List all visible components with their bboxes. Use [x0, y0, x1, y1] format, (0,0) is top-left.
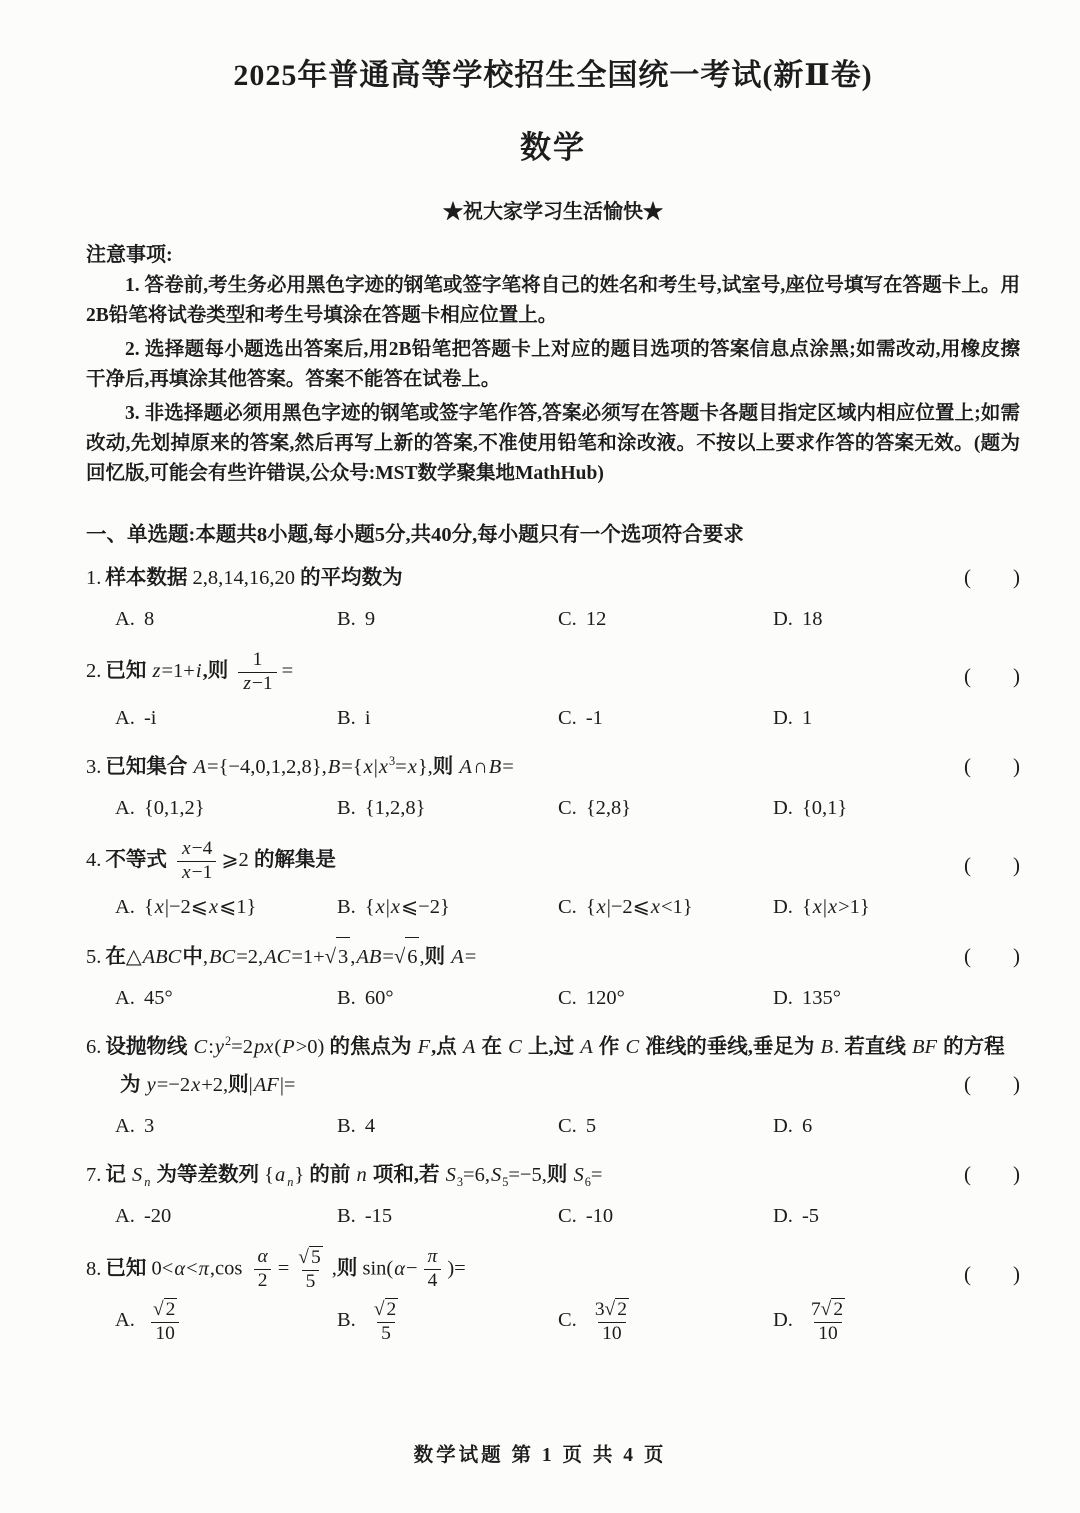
option-label: C. — [558, 1309, 577, 1332]
question-2-options — [86, 700, 1020, 736]
question-5-option-D: D. 135° — [773, 986, 841, 1009]
option-label: A. — [115, 1114, 135, 1137]
question-2 — [86, 649, 1020, 736]
question-2-stem: 2. 已知 z=1+i,则 1 z −1 = ( ) — [86, 649, 1020, 694]
option-label: B. — [337, 706, 356, 729]
answer-bracket: ( ) — [964, 753, 1020, 778]
section-title: 一、单选题:本题共8小题,每小题5分,共40分,每小题只有一个选项符合要求 — [86, 524, 744, 546]
question-3-option-D: D. {0,1} — [773, 796, 848, 819]
question-number: 4. — [86, 849, 102, 872]
option-label: A. — [115, 895, 135, 918]
question-6-stem: 6. 设抛物线 $C:y^2=2px(P>0)$ 的焦点为 F,点 A 在 C 上,过 A 作 C 准线的垂线,垂足为 B. 若直线 BF 的方程为 y=−2x+2,则|AF|= ( ) — [86, 1028, 1020, 1104]
question-2-option-C: C. -1 — [558, 706, 603, 729]
option-label: A. — [115, 986, 135, 1009]
option-label: B. — [337, 608, 356, 630]
note-item-2: 2. 选择题每小题选出答案后,用2B铅笔把答题卡上对应的题目选项的答案信息点涂黑;如需改动,用橡皮擦干净后,再填涂其他答案。答案不能答在试卷上。 — [86, 339, 1020, 390]
question-number: 6. — [86, 1035, 102, 1058]
question-2-option-A: A. -i — [115, 706, 157, 729]
question-number: 1. — [86, 567, 102, 589]
question-4 — [86, 838, 1020, 925]
question-1-option-D: D. 18 — [773, 608, 823, 630]
question-8-option-B — [337, 1298, 558, 1346]
question-6 — [86, 1028, 1020, 1144]
sqrt-radical: √ 5 — [298, 1246, 321, 1268]
fraction: $\frac{\alpha}{2}$ — [253, 1246, 273, 1293]
question-6-options — [86, 1108, 1020, 1144]
question-7-option-D: D. -5 — [773, 1204, 820, 1227]
option-label: A. — [115, 796, 135, 819]
fraction: √ 2 5 — [373, 1298, 397, 1344]
option-label: A. — [115, 608, 135, 630]
question-8 — [86, 1246, 1020, 1346]
question-1-options — [86, 601, 1020, 637]
answer-bracket: ( ) — [964, 852, 1020, 877]
page-footer: 数学试题 第 1 页 共 4 页 — [413, 1445, 667, 1466]
question-number: 8. — [86, 1257, 102, 1280]
question-5-option-A: A. 45° — [115, 986, 173, 1009]
option-label: B. — [337, 1204, 356, 1227]
question-8-option-C — [558, 1298, 773, 1346]
question-5-options — [86, 980, 1020, 1016]
question-number: 2. — [86, 660, 102, 683]
option-label: D. — [773, 1309, 793, 1332]
question-number: 7. — [86, 1163, 102, 1186]
option-label: B. — [337, 796, 356, 819]
question-7-option-B: B. -15 — [337, 1204, 393, 1227]
sqrt-radical: √ 2 — [373, 1298, 397, 1320]
question-6-option-A: A. 3 — [115, 1114, 155, 1137]
question-8-option-D — [773, 1298, 1020, 1346]
fraction: $\frac{\pi}{4}$ — [423, 1246, 443, 1293]
answer-bracket: ( ) — [964, 663, 1020, 688]
answer-bracket: ( ) — [964, 943, 1020, 968]
question-4-option-B: B. {x|x⩽−2} — [337, 895, 450, 918]
question-3-option-C: C. {2,8} — [558, 796, 632, 819]
option-label: A. — [115, 1309, 135, 1332]
question-5 — [86, 937, 1020, 1016]
notes-label: 注意事项: — [86, 244, 173, 266]
sqrt-radical: √ 6 — [394, 937, 420, 976]
question-1-option-C: C. 12 — [558, 608, 607, 630]
question-2-option-D: D. 1 — [773, 706, 813, 729]
question-6-option-D: D. 6 — [773, 1114, 813, 1137]
question-3-option-B: B. {1,2,8} — [337, 796, 426, 819]
question-5-stem: 5. 在△ABC中,BC=2,AC=1+ √ 3 ,AB= √ 6 ,则 A= ( ) — [86, 937, 1020, 976]
option-label: C. — [558, 706, 577, 729]
fraction: √ 5 5 — [298, 1246, 321, 1292]
option-label: B. — [337, 895, 356, 918]
option-label: C. — [558, 895, 577, 918]
question-1-option-B: B. 9 — [337, 608, 376, 630]
sqrt-radical: √ 2 — [820, 1298, 844, 1320]
option-label: D. — [773, 895, 793, 918]
question-8-stem: 8. 已知 0<α<π,cos $\frac{\alpha}{2}$ = √ 5 5 ,则 sin(α− $\frac{\pi}{4}$ )= ( ) — [86, 1246, 1020, 1292]
answer-bracket: ( ) — [964, 1161, 1020, 1186]
fraction: x −4 x −1 — [177, 838, 216, 885]
question-4-option-D: D. {x|x>1} — [773, 895, 870, 918]
question-7-stem: 7. 记 S $_n$ 为等差数列 {a $_n$} 的前 n 项和,若 $S_3=6,S_5=-5$,则 $S_6=$ ( ) — [86, 1156, 1020, 1194]
answer-bracket: ( ) — [964, 1071, 1020, 1096]
fraction: √ 2 10 — [149, 1298, 181, 1346]
question-4-options — [86, 889, 1020, 925]
question-4-stem: 4. 不等式 x −4 x −1 ⩾2 的解集是 ( ) — [86, 837, 1020, 883]
question-8-options — [86, 1298, 1020, 1346]
option-label: A. — [115, 706, 135, 729]
question-6-option-C: C. 5 — [558, 1114, 597, 1137]
question-2-option-B: B. i — [337, 706, 371, 729]
option-label: C. — [558, 986, 577, 1009]
exam-subject: 数学 — [520, 130, 586, 165]
exam-title: 2025年普通高等学校招生全国统一考试(新Ⅱ卷) — [233, 59, 873, 92]
sqrt-radical: √ 2 — [604, 1298, 627, 1320]
fraction: 3 √ 2 10 — [594, 1298, 627, 1344]
greeting-line: ★祝大家学习生活愉快★ — [443, 201, 663, 223]
question-1-stem: 1. 样本数据 2,8,14,16,20 的平均数为 ( ) — [86, 559, 1020, 597]
question-number: 3. — [86, 755, 102, 778]
answer-bracket: ( ) — [964, 565, 1020, 589]
fraction: 1 z −1 — [238, 649, 276, 696]
note-item-3: 3. 非选择题必须用黑色字迹的钢笔或签字笔作答,答案必须写在答题卡各题目指定区域内相应位置上;如需改动,先划掉原来的答案,然后再写上新的答案,不准使用铅笔和涂改液。不按以上要求作答的答案无效。(题为回忆版,可能会有些许错误,公众号:MST数学聚集地MathHub) — [86, 403, 1020, 484]
question-7 — [86, 1156, 1020, 1234]
sqrt-radical: √ 3 — [325, 937, 351, 976]
option-label: C. — [558, 1114, 577, 1137]
question-7-option-C: C. -10 — [558, 1204, 614, 1227]
option-label: D. — [773, 706, 793, 729]
option-label: D. — [773, 1114, 793, 1137]
question-number: 5. — [86, 945, 102, 968]
option-label: C. — [558, 796, 577, 819]
option-label: D. — [773, 796, 793, 819]
answer-bracket: ( ) — [964, 1261, 1020, 1286]
option-label: D. — [773, 986, 793, 1009]
option-label: B. — [337, 986, 356, 1009]
question-5-option-C: C. 120° — [558, 986, 625, 1009]
option-label: A. — [115, 1204, 135, 1227]
option-label: C. — [558, 608, 577, 630]
question-3-options — [86, 790, 1020, 826]
sqrt-radical: √ 2 — [152, 1298, 176, 1320]
question-5-option-B: B. 60° — [337, 986, 394, 1009]
question-3 — [86, 748, 1020, 826]
question-1 — [86, 559, 1020, 637]
fraction: 7 √ 2 10 — [810, 1298, 844, 1344]
questions-list — [86, 559, 1020, 1346]
question-3-stem: 3. 已知集合 $A=\{-4,0,1,2,8\},B=\{x|x^3=x\}$,则 A∩B= ( ) — [86, 748, 1020, 786]
question-8-option-A — [115, 1298, 337, 1346]
question-1-option-A: A. 8 — [115, 608, 155, 630]
option-label: D. — [773, 608, 793, 630]
question-7-options — [86, 1198, 1020, 1234]
option-label: D. — [773, 1204, 793, 1227]
question-4-option-A: A. {x|−2⩽x⩽1} — [115, 895, 257, 918]
question-3-option-A: A. {0,1,2} — [115, 796, 205, 819]
option-label: C. — [558, 1204, 577, 1227]
note-item-1: 1. 答卷前,考生务必用黑色字迹的钢笔或签字笔将自己的姓名和考生号,试室号,座位号填写在答题卡上。用2B铅笔将试卷类型和考生号填涂在答题卡相应位置上。 — [86, 275, 1020, 326]
question-4-option-C: C. {x|−2⩽x<1} — [558, 895, 693, 918]
option-label: B. — [337, 1309, 356, 1332]
question-7-option-A: A. -20 — [115, 1204, 172, 1227]
option-label: B. — [337, 1114, 356, 1137]
question-6-option-B: B. 4 — [337, 1114, 376, 1137]
